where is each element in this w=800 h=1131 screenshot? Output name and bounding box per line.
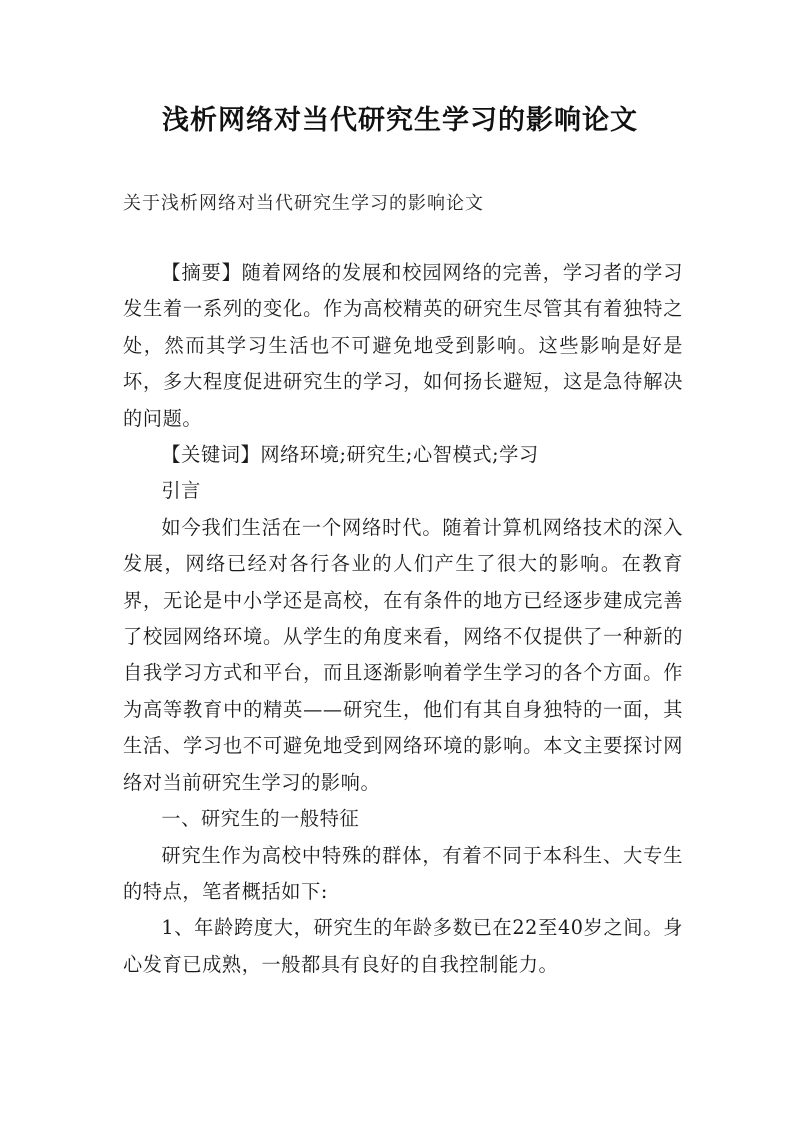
introduction-paragraph: 如今我们生活在一个网络时代。随着计算机网络技术的深入发展，网络已经对各行各业的人们产生了很大的影响。在教育界，无论是中小学还是高校，在有条件的地方已经逐步建成完善了校园网络环境。从学生的角度来看，网络不仅提供了一种新的自我学习方式和平台，而且逐渐影响着学生学习的各个方面。作为高等教育中的精英——研究生，他们有其自身独特的一面，其生活、学习也不可避免地受到网络环境的影响。本文主要探讨网络对当前研究生学习的影响。 — [123, 515, 683, 794]
abstract-paragraph: 【摘要】随着网络的发展和校园网络的完善，学习者的学习发生着一系列的变化。作为高校精英的研究生尽管其有着独特之处，然而其学习生活也不可避免地受到影响。这些影响是好是坏，多大程度促进研究生的学习，如何扬长避短，这是急待解决的问题。 — [123, 261, 683, 430]
list-item-1: 1、年龄跨度大，研究生的年龄多数已在22至40岁之间。身心发育已成熟，一般都具有良好的自我控制能力。 — [123, 916, 683, 976]
section-heading-characteristics: 一、研究生的一般特征 — [161, 807, 360, 831]
document-title: 浅析网络对当代研究生学习的影响论文 — [162, 105, 638, 136]
characteristics-paragraph: 研究生作为高校中特殊的群体，有着不同于本科生、大专生的特点，笔者概括如下: — [123, 843, 683, 903]
document-body — [123, 255, 683, 983]
keywords-paragraph: 【关键词】网络环境;研究生;心智模式;学习 — [161, 443, 539, 467]
section-heading-introduction: 引言 — [161, 479, 201, 503]
document-subtitle: 关于浅析网络对当代研究生学习的影响论文 — [123, 193, 484, 214]
